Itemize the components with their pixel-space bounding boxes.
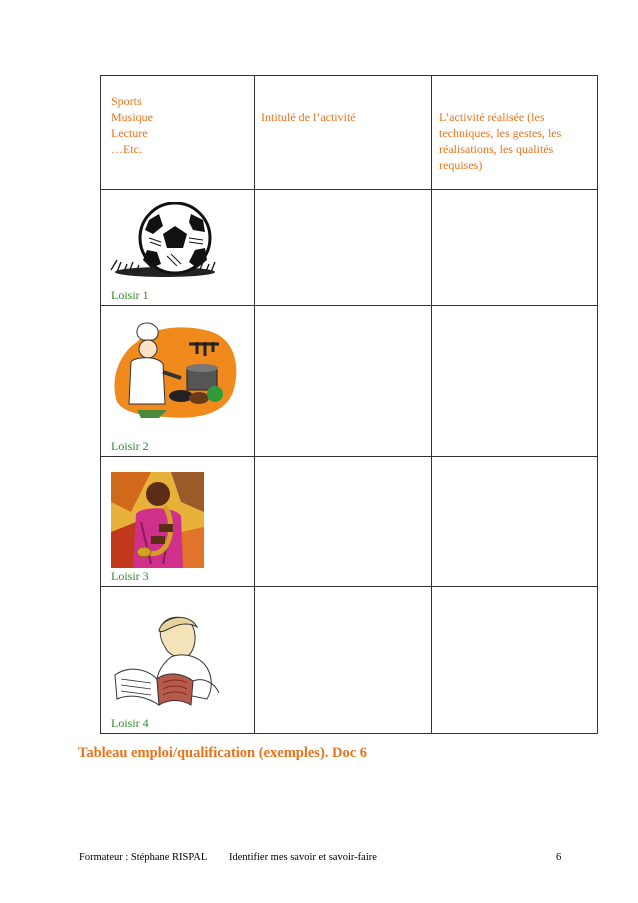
- loisir-cell: [101, 587, 255, 734]
- header-line: techniques, les gestes, les: [439, 126, 562, 140]
- header-cell-activity-done: [432, 76, 598, 190]
- chef-cooking-icon: [107, 322, 242, 422]
- header-line: Musique: [111, 110, 153, 124]
- table-caption: Tableau emploi/qualification (exemples). Doc 6: [78, 745, 368, 761]
- loisir-cell: [101, 306, 255, 457]
- header-line: Sports: [111, 94, 142, 108]
- loisir-label: Loisir 3: [111, 569, 149, 583]
- saxophone-player-icon: [111, 472, 204, 568]
- footer-author: Formateur : Stéphane RISPAL: [79, 852, 208, 863]
- activity-title-cell: [255, 457, 432, 587]
- activity-done-cell: [432, 306, 598, 457]
- activity-done-cell: [432, 587, 598, 734]
- header-line: Lecture: [111, 126, 148, 140]
- soccer-ball-icon: [109, 202, 221, 282]
- loisir-label: Loisir 1: [111, 288, 149, 302]
- loisir-label: Loisir 4: [111, 716, 149, 730]
- table-row: [101, 457, 598, 587]
- header-activity-title: Intitulé de l’activité: [261, 110, 356, 124]
- table-row: [101, 190, 598, 306]
- header-line: requises): [439, 158, 483, 172]
- header-line: réalisations, les qualités: [439, 142, 554, 156]
- header-cell-categories: [101, 76, 255, 190]
- footer-title: Identifier mes savoir et savoir-faire: [229, 852, 377, 863]
- person-reading-book-icon: [111, 613, 231, 709]
- activity-title-cell: [255, 190, 432, 306]
- header-cell-activity-title: [255, 76, 432, 190]
- activity-title-cell: [255, 587, 432, 734]
- table-row: [101, 587, 598, 734]
- activity-done-cell: [432, 190, 598, 306]
- header-line: L’activité réalisée (les: [439, 110, 545, 124]
- table-row: [101, 306, 598, 457]
- activity-title-cell: [255, 306, 432, 457]
- footer-page-number: 6: [556, 852, 562, 863]
- activity-done-cell: [432, 457, 598, 587]
- loisir-cell: [101, 190, 255, 306]
- qualification-table: [100, 75, 598, 734]
- header-row: [101, 76, 598, 190]
- loisir-label: Loisir 2: [111, 439, 149, 453]
- loisir-cell: [101, 457, 255, 587]
- header-line: …Etc.: [111, 142, 142, 156]
